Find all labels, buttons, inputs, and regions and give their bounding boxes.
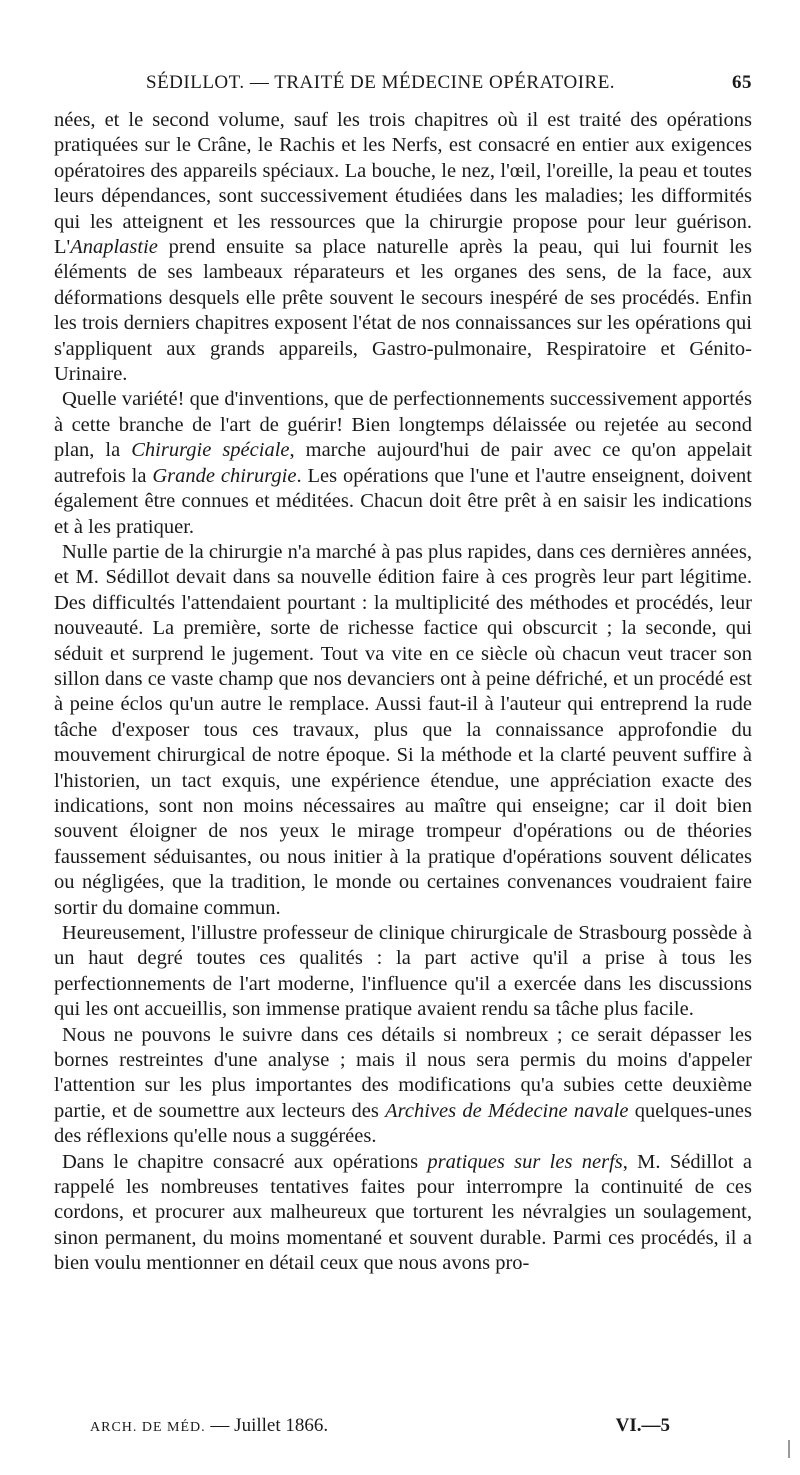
sheet-signature: VI.—5 xyxy=(615,1415,670,1436)
running-header xyxy=(54,72,752,102)
body-text xyxy=(54,108,752,1277)
journal-abbrev: ARCH. DE MÉD. xyxy=(90,1420,206,1435)
italic-text: Archives de Médecine navale xyxy=(385,1099,629,1122)
paragraph xyxy=(54,108,752,387)
italic-text: Grande chirurgie xyxy=(152,464,297,487)
text-run: , M. Sédillot a rappelé les nombreuses tentatives faites pour interrompre la continuité de ces cordons, et procurer aux malheureux que torturent les névralgies un soulagement, sinon permanent, du moins momentané et souvent durable. Parmi ces procédés, il a bien voulu mentionner en détail ceux que nous avons pro- xyxy=(54,1150,752,1275)
paragraph xyxy=(54,387,752,539)
text-run: nées, et le second volume, sauf les trois chapitres où il est traité des opérations pratiquées sur le Crâne, le Rachis et les Nerfs, est consacré en entier aux exigences opératoires des appareils spéciaux. La bouche, le nez, l'œil, l'oreille, la peau et toutes leurs dépendances, sont successivement étudiées dans les maladies; les difformités qui les atteignent et les ressources que la chirurgie propose pour leur guérison. L' xyxy=(54,109,752,259)
text-run: Nous ne pouvons le suivre dans ces détails si nombreux ; ce serait dépasser les bornes restreintes d'une analyse ; mais il nous sera permis du moins d'appeler l'attention sur les plus importantes des modifications qu'a subies cette deuxième partie, et de soumettre aux lecteurs des xyxy=(54,1023,752,1122)
page-number: 65 xyxy=(732,72,752,93)
text-run: prend ensuite sa place naturelle après la peau, qui lui fournit les éléments de ses lambeaux réparateurs et les organes des sens, de la face, aux déformations desquels elle prête souvent le secours inespéré de ses procédés. Enfin les trois derniers chapitres exposent l'état de nos connaissances sur les opérations qui s'appliquent aux grands appareils, Gastro-pulmonaire, Respiratoire et Génito-Urinaire. xyxy=(54,236,752,386)
issue-date: — Juillet 1866. xyxy=(210,1415,329,1436)
paragraph xyxy=(54,921,752,1023)
text-run: Dans le chapitre consacré aux opérations xyxy=(62,1150,428,1173)
text-run: . Les opérations que l'une et l'autre enseignent, doivent également être connues et méditées. Chacun doit être prêt à en saisir les indications et à les pratiquer. xyxy=(54,464,753,538)
text-run: Heureusement, l'illustre professeur de clinique chirurgicale de Strasbourg possède à un haut degré toutes ces qualités : la part active qu'il a prise à tous les perfectionnements de l'art moderne, l'influence qu'il a exercée dans les discussions qui les ont accueillis, son immense pratique avaient rendu sa tâche plus facile. xyxy=(54,922,752,1021)
italic-text: Anaplastie xyxy=(70,236,158,259)
text-run: , marche aujourd'hui de pair avec ce qu'on appelait autrefois la xyxy=(54,439,752,487)
italic-text: Chirurgie spéciale xyxy=(131,439,290,462)
page-footer xyxy=(90,1415,690,1445)
paragraph xyxy=(54,540,752,921)
footer-citation xyxy=(90,1415,328,1437)
running-title: SÉDILLOT. — TRAITÉ DE MÉDECINE OPÉRATOIRE. xyxy=(146,72,616,93)
scan-mark xyxy=(788,1440,790,1458)
italic-text: pratiques sur les nerfs xyxy=(427,1150,623,1173)
paragraph xyxy=(54,1023,752,1150)
text-run: Nulle partie de la chirurgie n'a marché à pas plus rapides, dans ces dernières années, et M. Sédillot devait dans sa nouvelle édition faire à ces progrès leur part légitime. Des difficultés l'attendaient pourtant : la multiplicité des méthodes et procédés, leur nouveauté. La première, sorte de richesse factice qui obscurcit ; la seconde, qui séduit et surprend le jugement. Tout va vite en ce siècle où chacun veut tracer son sillon dans ce vaste champ que nos devanciers ont à peine défriché, et un procédé est à peine éclos qu'un autre le remplace. Aussi faut-il à l'auteur qui entreprend la rude tâche d'exposer tous ces travaux, plus que la connaissance approfondie du mouvement chirurgical de notre époque. Si la méthode et la clarté peuvent suffire à l'historien, un tact exquis, une expérience étendue, une appréciation exacte des indications, sont non moins nécessaires au maître qui enseigne; car il doit bien souvent éloigner de nos yeux le mirage trompeur d'opérations ou de théories faussement séduisantes, ou nous initier à la pratique d'opérations souvent délicates ou négligées, que la tradition, le monde ou certaines convenances voudraient faire sortir du domaine commun. xyxy=(54,540,752,919)
text-run: Quelle variété! que d'inventions, que de perfectionnements successivement apportés à cette branche de l'art de guérir! Bien longtemps délaissée ou rejetée au second plan, la xyxy=(54,388,752,462)
text-run: quelques-unes des réflexions qu'elle nous a suggérées. xyxy=(54,1099,752,1148)
paragraph xyxy=(54,1150,752,1277)
